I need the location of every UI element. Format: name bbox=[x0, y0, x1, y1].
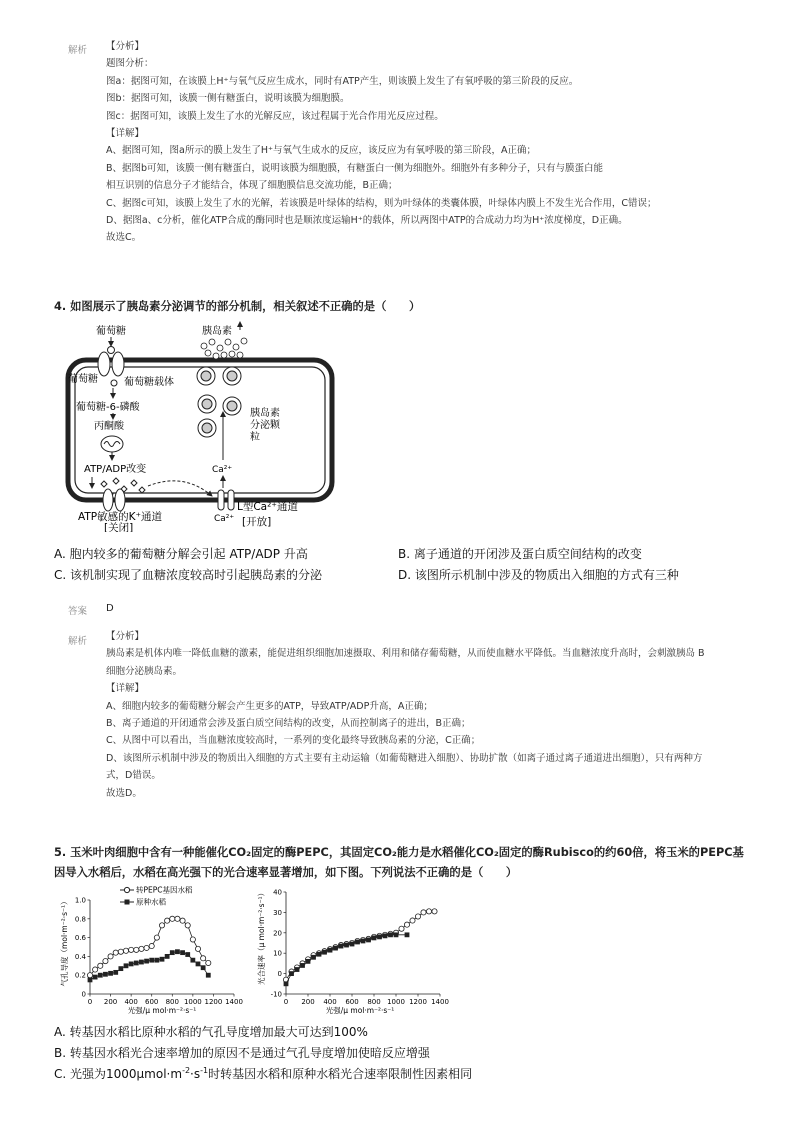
analysis-line: C、从图中可以看出，当血糖浓度较高时，一系列的变化最终导致胰岛素的分泌，C正确； bbox=[106, 735, 481, 747]
chart-point bbox=[144, 959, 149, 964]
chart-y-tick-label: 0.6 bbox=[74, 934, 86, 943]
chart-x-tick-label: 400 bbox=[124, 998, 138, 1006]
chart-point bbox=[405, 932, 410, 937]
chart-x-tick-label: 400 bbox=[323, 998, 337, 1006]
analysis-line: B、据图b可知，该膜一侧有糖蛋白，说明该膜为细胞膜，有糖蛋白一侧为细胞外。细胞外有多种分子，只有与膜蛋白能相互识别的信息分子才能结合，体现了细胞膜信息交流功能，B正确； bbox=[106, 162, 604, 192]
chart-point bbox=[118, 966, 123, 971]
chart-point bbox=[388, 932, 393, 937]
chart-x-tick-label: 600 bbox=[345, 998, 359, 1006]
analysis-line: A、据图可知，图a所示的膜上发生了H⁺与氧气生成水的反应，该反应为有氧呼吸的第三阶段，A正确； bbox=[106, 145, 536, 157]
chart-point bbox=[190, 958, 195, 963]
chart-point bbox=[108, 954, 113, 959]
chart-point bbox=[129, 947, 134, 952]
k-channel-label: ATP敏感的K⁺通道 bbox=[78, 511, 163, 523]
chart-y-tick-label: 0 bbox=[277, 970, 282, 979]
chart-point bbox=[118, 949, 123, 954]
chart-y-axis-label: 光合速率（μ mol·m⁻²·s⁻¹） bbox=[257, 888, 266, 986]
chart-y-tick-label: 0 bbox=[81, 990, 86, 999]
chart-x-axis-label: 光强/μ mol·m⁻²·s⁻¹ bbox=[127, 1006, 197, 1015]
chart-point bbox=[149, 958, 154, 963]
analysis-line: D、该图所示机制中涉及的物质出入细胞的方式主要有主动运输（如葡萄糖进入细胞）、协助扩散（如离子通过离子通道进出细胞），只有两种方式，D错误。 bbox=[106, 752, 703, 782]
chart-x-axis-label: 光强/μ mol·m⁻²·s⁻¹ bbox=[325, 1006, 395, 1015]
calcium-outside-label: Ca²⁺ bbox=[214, 514, 235, 524]
calcium-inside-label: Ca²⁺ bbox=[212, 465, 233, 475]
chart-point bbox=[201, 965, 206, 970]
chart-point bbox=[311, 955, 316, 960]
chart-x-tick-label: 800 bbox=[165, 998, 179, 1006]
chart-point bbox=[93, 967, 98, 972]
chart-x-tick-label: 1400 bbox=[225, 998, 243, 1006]
chart-point bbox=[317, 952, 322, 957]
glucose-label-top: 葡萄糖 bbox=[96, 326, 126, 337]
chart-point bbox=[175, 949, 180, 954]
insulin-secretion-diagram bbox=[64, 320, 344, 532]
analysis-line: D、据图a、c分析，催化ATP合成的酶同时也是顺浓度运输H⁺的载体，所以两图中ATP的合成动力均为H⁺浓度梯度，D正确。 bbox=[106, 215, 628, 227]
option-c-text: 时转基因水稻和原种水稻光合速率限制性因素相同 bbox=[208, 1067, 473, 1081]
chart-point bbox=[123, 948, 128, 953]
chart-point bbox=[394, 932, 399, 937]
transporter-label: 葡萄糖载体 bbox=[124, 377, 174, 388]
chart-legend bbox=[120, 885, 193, 907]
chart-point bbox=[322, 950, 327, 955]
granule-label: 分泌颗 bbox=[250, 420, 280, 431]
option-c-text: ·s bbox=[190, 1067, 201, 1081]
question-5-stem-line1: 5. 玉米叶肉细胞中含有一种能催化CO₂固定的酶PEPC，其固定CO₂能力是水稻催化CO₂固定的酶Rubisco的约60倍，将玉米的PEPC基 bbox=[54, 846, 744, 859]
chart-point bbox=[113, 950, 118, 955]
glucose-transporter-icon bbox=[98, 352, 124, 376]
g6p-label: 葡萄糖-6-磷酸 bbox=[76, 402, 140, 413]
question-4-stem: 4. 如图展示了胰岛素分泌调节的部分机制，相关叙述不正确的是（ ） bbox=[54, 300, 421, 313]
q4-analysis bbox=[106, 628, 716, 802]
chart-y-axis-label: 气孔导度（mol·m⁻²·s⁻¹） bbox=[60, 897, 69, 987]
chart-y-tick-label: 30 bbox=[273, 908, 282, 917]
insulin-granule-icon bbox=[197, 367, 241, 437]
analysis-line: 故选C。 bbox=[106, 232, 142, 244]
chart-point bbox=[108, 971, 113, 976]
chart-point bbox=[103, 972, 108, 977]
chart-point bbox=[113, 970, 118, 975]
chart-x-tick-label: 800 bbox=[367, 998, 381, 1006]
chart-x-tick-label: 0 bbox=[283, 998, 289, 1006]
analysis-line: C、据图c可知，该膜上发生了水的光解，若该膜是叶绿体的结构，则为叶绿体的类囊体膜，叶绿体内膜上不发生光合作用，C错误； bbox=[106, 197, 657, 209]
chart-x-tick-label: 0 bbox=[87, 998, 93, 1006]
glucose-label-inside: 葡萄糖 bbox=[68, 374, 98, 385]
photosynthesis-rate-chart bbox=[254, 882, 454, 1018]
chart-point bbox=[185, 923, 190, 928]
analysis-line: 图c：据图可知，该膜上发生了水的光解反应，该过程属于光合作用光反应过程。 bbox=[106, 110, 444, 122]
chart-point bbox=[149, 943, 154, 948]
chart-point bbox=[344, 943, 349, 948]
chart-x-tick-label: 200 bbox=[301, 998, 315, 1006]
chart-point bbox=[180, 918, 185, 923]
option-a[interactable]: A. 转基因水稻比原种水稻的气孔导度增加最大可达到100% bbox=[54, 1025, 368, 1039]
chart-point bbox=[103, 959, 108, 964]
granule-label: 胰岛素 bbox=[250, 408, 280, 419]
chart-x-tick-label: 1200 bbox=[204, 998, 223, 1006]
chart-point bbox=[361, 939, 366, 944]
analysis-line: 【详解】 bbox=[106, 128, 145, 140]
chart-x-tick-label: 1400 bbox=[431, 998, 449, 1006]
chart-point bbox=[98, 973, 103, 978]
chart-point bbox=[432, 909, 437, 914]
option-b[interactable]: B. 转基因水稻光合速率增加的原因不是通过气孔导度增加使暗反应增强 bbox=[54, 1046, 430, 1060]
analysis-tag: 解析 bbox=[68, 636, 88, 647]
legend-label: 原种水稻 bbox=[136, 897, 166, 907]
analysis-line: 【分析】 bbox=[106, 41, 145, 52]
chart-point bbox=[93, 975, 98, 980]
answer-value: D bbox=[106, 603, 114, 614]
chart-point bbox=[180, 950, 185, 955]
legend-marker-open-circle bbox=[124, 887, 129, 892]
option-c-text: C. 光强为1000μmol·m bbox=[54, 1067, 183, 1081]
option-c-superscript: -1 bbox=[200, 1066, 209, 1075]
chart-point bbox=[399, 926, 404, 931]
k-channel-state-label: [关闭] bbox=[104, 522, 134, 532]
chart-point bbox=[300, 963, 305, 968]
analysis-tag: 解析 bbox=[68, 45, 88, 56]
stomatal-conductance-chart bbox=[58, 882, 254, 1018]
option-c[interactable]: C. 该机制实现了血糖浓度较高时引起胰岛素的分泌 bbox=[54, 568, 323, 582]
chart-point bbox=[377, 934, 382, 939]
chart-point bbox=[383, 933, 388, 938]
chart-point bbox=[366, 938, 371, 943]
chart-point bbox=[165, 918, 170, 923]
chart-x-tick-label: 1000 bbox=[387, 998, 405, 1006]
chart-point bbox=[159, 923, 164, 928]
chart-point bbox=[185, 952, 190, 957]
chart-y-tick-label: 0.4 bbox=[74, 952, 86, 961]
granule-label: 粒 bbox=[250, 432, 260, 443]
chart-point bbox=[410, 918, 415, 923]
chart-point bbox=[201, 956, 206, 961]
insulin-label-top: 胰岛素 bbox=[202, 326, 232, 337]
l-channel-state-label: [开放] bbox=[242, 516, 272, 528]
analysis-line: 题图分析： bbox=[106, 58, 154, 70]
analysis-line: 胰岛素是机体内唯一降低血糖的激素，能促进组织细胞加速摄取、利用和储存葡萄糖，从而使血糖水平降低。当血糖浓度升高时，会刺激胰岛 B 细胞分泌胰岛素。 bbox=[106, 648, 705, 677]
analysis-line: 【详解】 bbox=[106, 683, 145, 695]
chart-y-tick-label: 1.0 bbox=[74, 896, 86, 905]
legend-label: 转PEPC基因水稻 bbox=[136, 885, 193, 895]
analysis-line: B、离子通道的开闭通常会涉及蛋白质空间结构的改变，从而控制离子的进出，B正确； bbox=[106, 718, 471, 730]
chart-point bbox=[295, 967, 300, 972]
analysis-line: 故选D。 bbox=[106, 787, 142, 799]
analysis-line: 图a：据图可知，在该膜上H⁺与氧气反应生成水，同时有ATP产生，则该膜上发生了有氧呼吸的第三阶段的反应。 bbox=[106, 75, 579, 87]
chart-point bbox=[175, 916, 180, 921]
chart-point bbox=[129, 962, 134, 967]
chart-point bbox=[134, 961, 139, 966]
chart-point bbox=[154, 935, 159, 940]
chart-point bbox=[124, 963, 129, 968]
chart-point bbox=[206, 960, 211, 965]
chart-point bbox=[190, 937, 195, 942]
question-5-stem-line2: 因导入水稻后，水稻在高光强下的光合速率显著增加，如下图。下列说法不正确的是（ ） bbox=[54, 866, 518, 879]
option-b[interactable]: B. 离子通道的开闭涉及蛋白质空间结构的改变 bbox=[398, 547, 642, 561]
chart-point bbox=[328, 948, 333, 953]
pyruvate-label: 丙酮酸 bbox=[94, 421, 124, 432]
analysis-line: 图b：据图可知，该膜一侧有糖蛋白，说明该膜为细胞膜。 bbox=[106, 93, 350, 105]
chart-y-tick-label: 0.8 bbox=[74, 915, 86, 924]
chart-point bbox=[160, 957, 165, 962]
chart-point bbox=[88, 978, 93, 983]
chart-point bbox=[134, 947, 139, 952]
chart-x-tick-label: 200 bbox=[103, 998, 118, 1006]
chart-point bbox=[154, 958, 159, 963]
chart-point bbox=[404, 922, 409, 927]
chart-point bbox=[196, 962, 201, 967]
chart-point bbox=[339, 944, 344, 949]
option-c-superscript: -2 bbox=[182, 1066, 191, 1075]
chart-point bbox=[170, 950, 175, 955]
chart-x-tick-label: 600 bbox=[145, 998, 159, 1006]
option-d[interactable]: D. 该图所示机制中涉及的物质出入细胞的方式有三种 bbox=[398, 568, 679, 582]
chart-y-tick-label: 20 bbox=[273, 929, 282, 938]
chart-x-tick-label: 1200 bbox=[409, 998, 427, 1006]
chart-y-tick-label: -10 bbox=[270, 990, 282, 999]
analysis-line: A、细胞内较多的葡萄糖分解会产生更多的ATP，导致ATP/ADP升高，A正确； bbox=[106, 700, 433, 712]
chart-point bbox=[206, 973, 211, 978]
chart-point bbox=[372, 936, 377, 941]
chart-point bbox=[139, 960, 144, 965]
insulin-release-icon bbox=[201, 338, 247, 359]
chart-point bbox=[139, 946, 144, 951]
chart-point bbox=[165, 954, 170, 959]
chart-y-tick-label: 40 bbox=[273, 888, 282, 897]
chart-point bbox=[144, 945, 149, 950]
chart-point bbox=[284, 981, 289, 986]
legend-marker-filled-square bbox=[125, 900, 130, 905]
chart-point bbox=[333, 946, 338, 951]
chart-y-tick-label: 0.2 bbox=[74, 971, 86, 980]
chart-point bbox=[415, 914, 420, 919]
option-a[interactable]: A. 胞内较多的葡萄糖分解会引起 ATP/ADP 升高 bbox=[54, 547, 308, 561]
prev-analysis bbox=[106, 38, 706, 247]
chart-y-tick-label: 10 bbox=[273, 949, 282, 958]
chart-point bbox=[170, 916, 175, 921]
chart-point bbox=[306, 959, 311, 964]
chart-point bbox=[421, 910, 426, 915]
chart-point bbox=[195, 946, 200, 951]
chart-point bbox=[289, 971, 294, 976]
chart-point bbox=[87, 973, 92, 978]
answer-tag: 答案 bbox=[68, 606, 88, 617]
analysis-line: 【分析】 bbox=[106, 631, 145, 642]
chart-point bbox=[355, 940, 360, 945]
option-c[interactable] bbox=[54, 1065, 472, 1082]
chart-point bbox=[426, 909, 431, 914]
chart-point bbox=[350, 942, 355, 947]
chart-x-tick-label: 1000 bbox=[183, 998, 202, 1006]
l-channel-label: L型Ca²⁺通道 bbox=[237, 501, 298, 513]
atp-adp-label: ATP/ADP改变 bbox=[84, 464, 147, 475]
chart-point bbox=[98, 963, 103, 968]
